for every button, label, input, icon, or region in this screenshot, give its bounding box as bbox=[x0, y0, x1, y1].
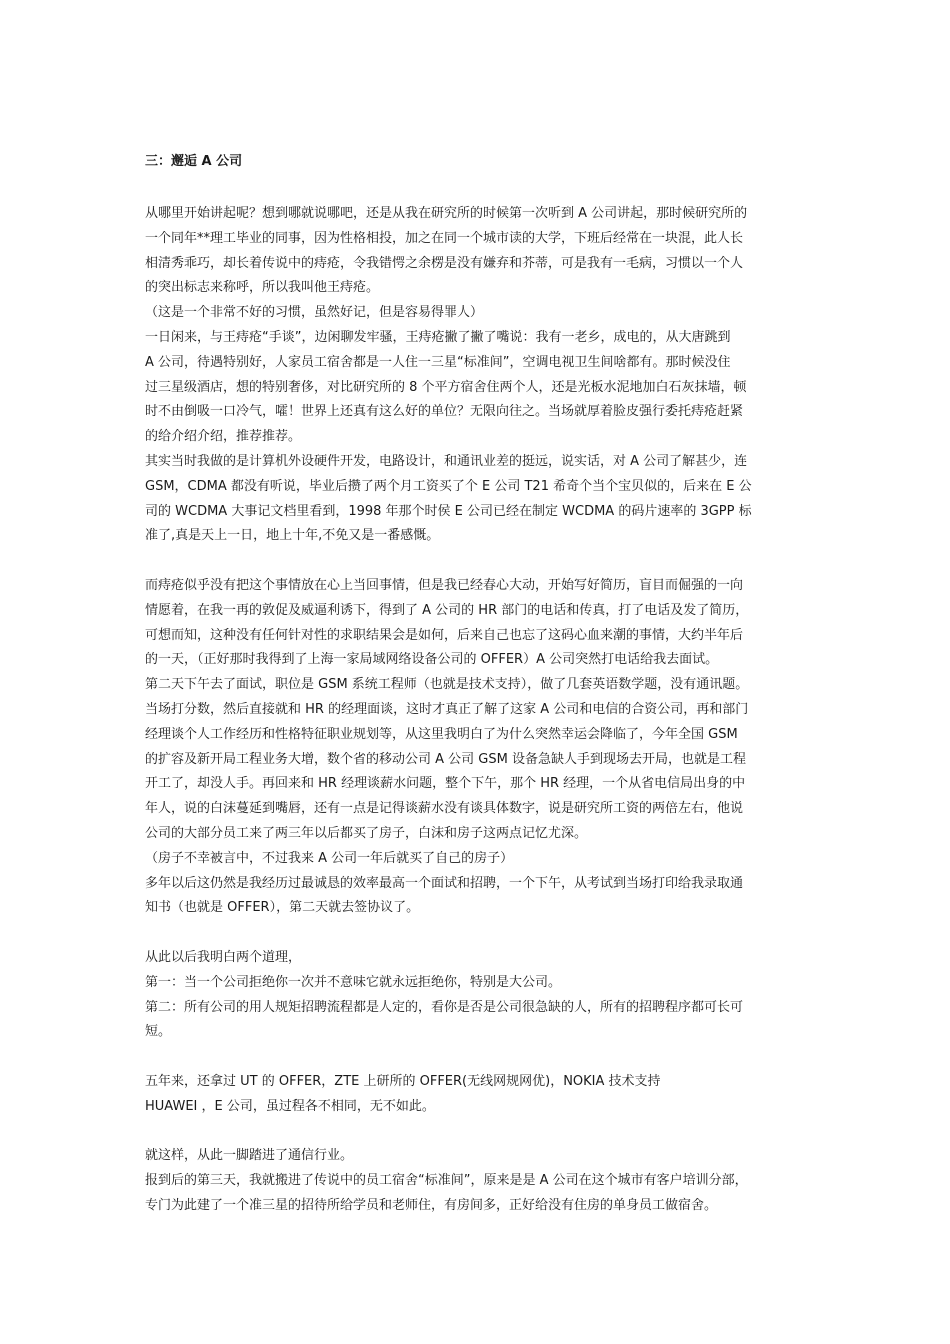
text-line: 开工了，却没人手。再回来和 HR 经理谈薪水问题，整个下午，那个 HR 经理，一个从省电信局出身的中 bbox=[145, 776, 746, 792]
text-line: 过三星级酒店，想的特别奢侈，对比研究所的 8 个平方宿舍住两个人，还是光板水泥地加白石灰抹墙，顿 bbox=[145, 379, 747, 395]
text-line: 司的 WCDMA 大事记文档里看到，1998 年那个时侯 E 公司已经在制定 WCDMA 的码片速率的 3GPP 标 bbox=[145, 503, 752, 519]
text-line: GSM，CDMA 都没有听说，毕业后攒了两个月工资买了个 E 公司 T21 希奇个当个宝贝似的，后来在 E 公 bbox=[145, 478, 752, 494]
text-line: 的突出标志来称呼，所以我叫他王痔疮。 bbox=[145, 280, 380, 296]
text-line: 准了,真是天上一日，地上十年,不免又是一番感慨。 bbox=[145, 528, 440, 544]
text-line: 其实当时我做的是计算机外设硬件开发，电路设计，和通讯业差的挺远，说实话，对 A 公司了解甚少，连 bbox=[145, 453, 748, 469]
text-line: 一个同年**理工毕业的同事，因为性格相投，加之在同一个城市读的大学，下班后经常在一块混，此人长 bbox=[145, 230, 744, 246]
text-line: 的扩容及新开局工程业务大增，数个省的移动公司 A 公司 GSM 设备急缺人手到现场去开局，也就是工程 bbox=[145, 751, 746, 767]
text-line: 第一：当一个公司拒绝你一次并不意味它就永远拒绝你，特别是大公司。 bbox=[145, 974, 562, 990]
text-line: 相清秀乖巧，却长着传说中的痔疮，令我错愕之余楞是没有嫌弃和芥蒂，可是我有一毛病，习惯以一个人 bbox=[145, 255, 744, 271]
text-line: （这是一个非常不好的习惯，虽然好记，但是容易得罪人） bbox=[145, 305, 484, 321]
text-line: 可想而知，这种没有任何针对性的求职结果会是如何，后来自己也忘了这码心血来潮的事情，大约半年后 bbox=[145, 627, 744, 643]
text-line: 情愿着，在我一再的敦促及威逼利诱下，得到了 A 公司的 HR 部门的电话和传真，打了电话及发了简历， bbox=[145, 602, 749, 618]
text-line: HUAWEI ，E 公司，虽过程各不相同，无不如此。 bbox=[145, 1098, 435, 1114]
document-body bbox=[145, 202, 825, 1219]
text-line: 的给介绍介绍，推荐推荐。 bbox=[145, 429, 302, 445]
text-line: 第二天下午去了面试，职位是 GSM 系统工程师（也就是技术支持），做了几套英语数学题，没有通讯题。 bbox=[145, 677, 749, 693]
paragraph-gap bbox=[145, 921, 825, 946]
paragraph-gap bbox=[145, 549, 825, 574]
section-title: 三：邂逅 A 公司 bbox=[145, 154, 243, 169]
text-line: 多年以后这仍然是我经历过最诚恳的效率最高一个面试和招聘，一个下午，从考试到当场打印给我录取通 bbox=[145, 875, 744, 891]
text-line: 专门为此建了一个准三星的招待所给学员和老师住，有房间多，正好给没有住房的单身员工做宿舍。 bbox=[145, 1197, 718, 1213]
text-line: 一日闲来，与王痔疮“手谈”，边闲聊发牢骚，王痔疮撇了撇了嘴说：我有一老乡，成电的，从大唐跳到 bbox=[145, 329, 731, 345]
text-line: 从哪里开始讲起呢？想到哪就说哪吧，还是从我在研究所的时候第一次听到 A 公司讲起，那时候研究所的 bbox=[145, 206, 748, 221]
text-line: A 公司，待遇特别好，人家员工宿舍都是一人住一三星“标准间”，空调电视卫生间啥都有。那时候没住 bbox=[145, 354, 731, 370]
text-line: 当场打分数，然后直接就和 HR 的经理面谈，这时才真正了解了这家 A 公司和电信的合资公司，再和部门 bbox=[145, 701, 749, 717]
text-line: 经理谈个人工作经历和性格特征职业规划等，从这里我明白了为什么突然幸运会降临了，今年全国 GSM bbox=[145, 726, 738, 742]
text-line: （房子不幸被言中，不过我来 A 公司一年后就买了自己的房子） bbox=[145, 850, 514, 866]
text-line: 从此以后我明白两个道理， bbox=[145, 949, 302, 965]
paragraph-gap bbox=[145, 1045, 825, 1070]
text-line: 而痔疮似乎没有把这个事情放在心上当回事情，但是我已经春心大动，开始写好简历，盲目而倔强的一向 bbox=[145, 577, 744, 593]
text-line: 五年来，还拿过 UT 的 OFFER，ZTE 上研所的 OFFER(无线网规网优)，NOKIA 技术支持 bbox=[145, 1073, 661, 1089]
paragraph-gap bbox=[145, 1119, 825, 1144]
text-line: 时不由倒吸一口冷气，嚯！世界上还真有这么好的单位？无限向往之。当场就厚着脸皮强行委托痔疮赶紧 bbox=[145, 404, 744, 420]
text-line: 就这样，从此一脚踏进了通信行业。 bbox=[145, 1148, 354, 1164]
text-line: 第二：所有公司的用人规矩招聘流程都是人定的，看你是否是公司很急缺的人，所有的招聘程序都可长可 bbox=[145, 999, 744, 1015]
text-line: 短。 bbox=[145, 1024, 172, 1040]
text-line: 年人，说的白沫蔓延到嘴唇，还有一点是记得谈薪水没有谈具体数字，说是研究所工资的两倍左右，他说 bbox=[145, 801, 744, 817]
text-line: 公司的大部分员工来了两三年以后都买了房子，白沫和房子这两点记忆尤深。 bbox=[145, 825, 588, 841]
text-line: 的一天，（正好那时我得到了上海一家局域网络设备公司的 OFFER）A 公司突然打电话给我去面试。 bbox=[145, 652, 719, 668]
text-line: 报到后的第三天，我就搬进了传说中的员工宿舍“标准间”，原来是是 A 公司在这个城市有客户培训分部， bbox=[145, 1173, 748, 1189]
text-line: 知书（也就是 OFFER），第二天就去签协议了。 bbox=[145, 900, 420, 916]
document-page bbox=[145, 152, 825, 1219]
